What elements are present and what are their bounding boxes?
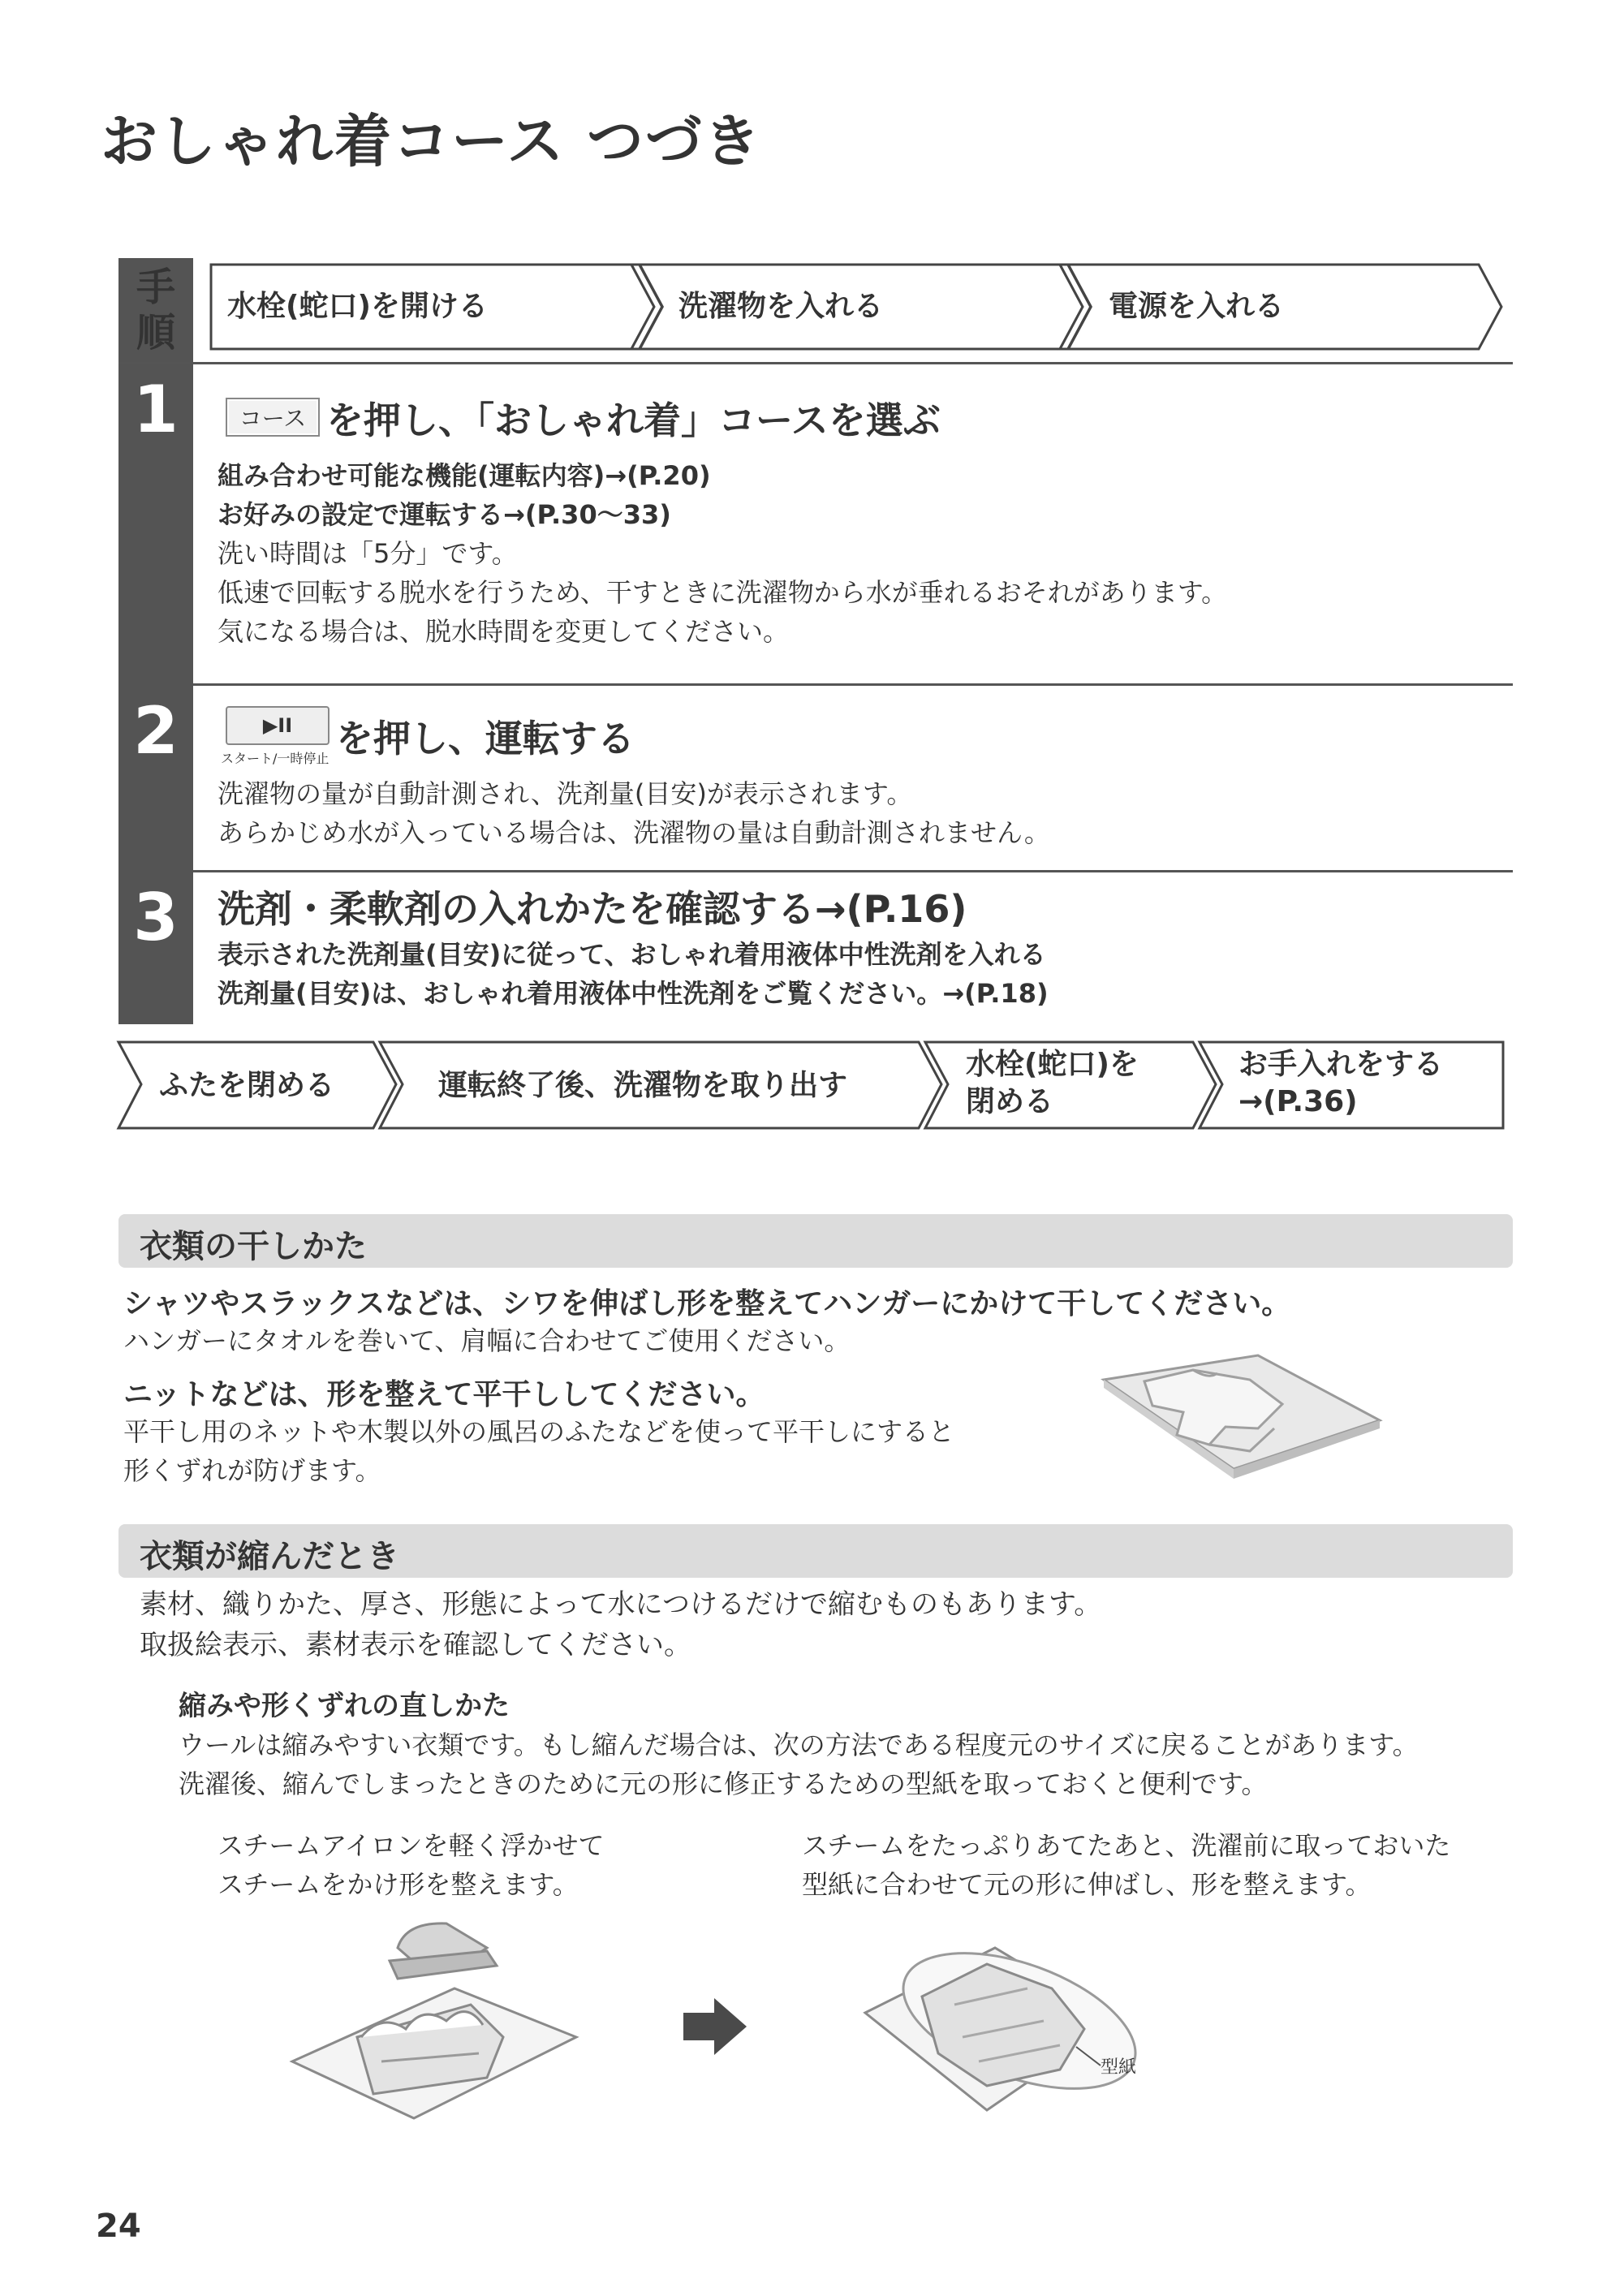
steam-caption-2: スチームをかけ形を整えます。 [218, 1869, 579, 1900]
step-2-title: を押し、運転する [336, 717, 635, 760]
flow-maintenance-2: →(P.36) [1238, 1085, 1358, 1118]
drying-knit-bold: ニットなどは、形を整えて平干ししてください。 [123, 1378, 765, 1411]
step-3-title: 洗剤・柔軟剤の入れかたを確認する→(P.16) [218, 887, 967, 931]
flat-drying-illustration [1088, 1331, 1396, 1493]
shrink-section-header [118, 1524, 1513, 1578]
flow-power-on: 電源を入れる [1109, 290, 1285, 323]
flow-maintenance-1: お手入れをする [1238, 1048, 1444, 1081]
page-number: 24 [96, 2208, 141, 2245]
drying-flat-note-1: 平干し用のネットや木製以外の風呂のふたなどを使って平干しにすると [123, 1416, 955, 1447]
step-1-spin-note: 低速で回転する脱水を行うため、干すときに洗濯物から水が垂れるおそれがあります。 [218, 577, 1228, 608]
flow-close-lid: ふたを閉める [159, 1069, 335, 1102]
step-number: 2 [133, 693, 179, 769]
tejun-label: 手順 [136, 265, 175, 355]
step-number: 3 [133, 880, 179, 955]
steam-caption-1: スチームアイロンを軽く浮かせて [218, 1830, 605, 1861]
pattern-paper-illustration [857, 1932, 1182, 2126]
shrink-pattern-note: 洗濯後、縮んでしまったときのために元の形に修正するための型紙を取っておくと便利です。 [179, 1768, 1268, 1799]
step-2-water-note: あらかじめ水が入っている場合は、洗濯物の量は自動計測されません。 [218, 817, 1050, 848]
course-button: コース [226, 398, 320, 437]
arrow-right-icon [683, 1998, 748, 2055]
pattern-paper-label: 型紙 [1101, 2057, 1137, 2078]
drying-flat-note-2: 形くずれが防げます。 [123, 1455, 381, 1486]
pattern-caption-1: スチームをたっぷりあてたあと、洗濯前に取っておいた [802, 1830, 1451, 1861]
step-1-ref-functions: 組み合わせ可能な機能(運転内容)→(P.20) [218, 460, 711, 491]
steam-iron-illustration [284, 1915, 584, 2126]
pattern-caption-2: 型紙に合わせて元の形に伸ばし、形を整えます。 [802, 1869, 1372, 1900]
drying-heading: 衣類の干しかた [140, 1228, 367, 1265]
step-1-title: を押し、「おしゃれ着」コースを選ぶ [326, 398, 941, 442]
drying-hanger-note: ハンガーにタオルを巻いて、肩幅に合わせてご使用ください。 [123, 1325, 851, 1356]
page-title: おしゃれ着コース つづき [101, 108, 762, 174]
shrink-intro-2: 取扱絵表示、素材表示を確認してください。 [140, 1629, 691, 1661]
shrink-fix-heading: 縮みや形くずれの直しかた [179, 1690, 510, 1722]
step-number: 1 [133, 372, 179, 447]
drying-shirts-bold: シャツやスラックスなどは、シワを伸ばし形を整えてハンガーにかけて干してください。 [123, 1287, 1291, 1320]
flow-open-tap: 水栓(蛇口)を開ける [227, 290, 488, 323]
flow-load-laundry: 洗濯物を入れる [678, 290, 884, 323]
shrink-wool-note: ウールは縮みやすい衣類です。もし縮んだ場合は、次の方法である程度元のサイズに戻ることがあります。 [179, 1730, 1419, 1760]
step-2-auto-measure: 洗濯物の量が自動計測され、洗剤量(目安)が表示されます。 [218, 778, 913, 809]
drying-section-header [118, 1214, 1513, 1268]
shrink-heading: 衣類が縮んだとき [140, 1538, 399, 1575]
flow-close-tap-1: 水栓(蛇口)を [966, 1048, 1139, 1081]
flow-remove-laundry: 運転終了後、洗濯物を取り出す [438, 1069, 848, 1102]
step-3-detergent-ref: 洗剤量(目安)は、おしゃれ着用液体中性洗剤をご覧ください。→(P.18) [218, 978, 1049, 1009]
step-1-wash-time: 洗い時間は「5分」です。 [218, 538, 518, 569]
shrink-intro-1: 素材、織りかた、厚さ、形態によって水につけるだけで縮むものもあります。 [140, 1588, 1102, 1621]
step-1-ref-settings: お好みの設定で運転する→(P.30〜33) [218, 499, 671, 530]
start-pause-caption: スタート/一時停止 [221, 751, 330, 766]
step-3-detergent-amount: 表示された洗剤量(目安)に従って、おしゃれ着用液体中性洗剤を入れる [218, 939, 1046, 970]
start-pause-button: ▶II [226, 706, 330, 745]
step-1-spin-change: 気になる場合は、脱水時間を変更してください。 [218, 616, 790, 647]
flow-close-tap-2: 閉める [966, 1085, 1054, 1118]
